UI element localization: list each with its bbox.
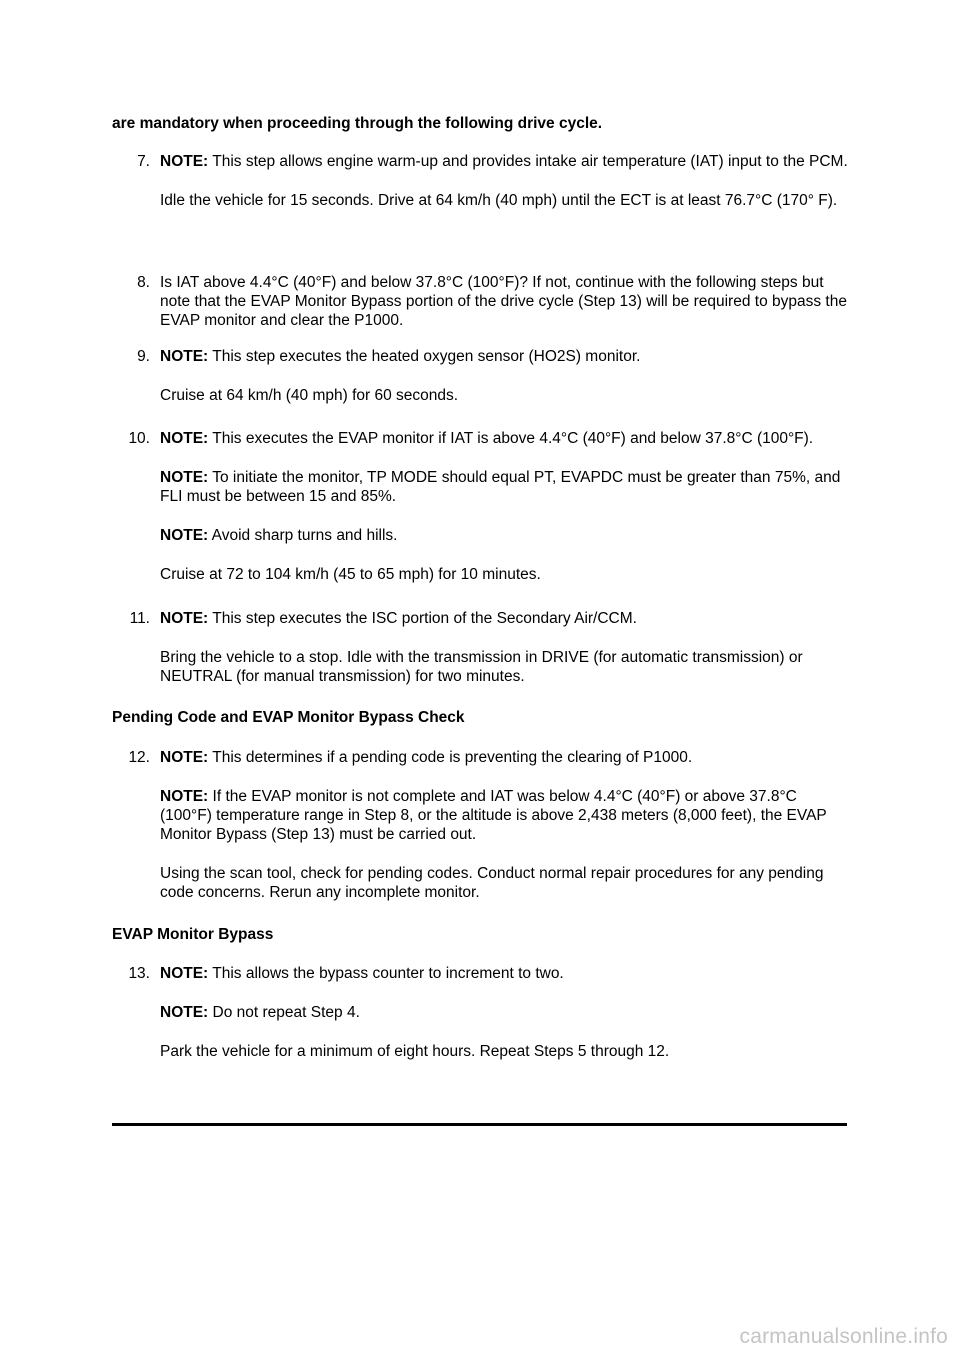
instruction-text: Idle the vehicle for 15 seconds. Drive at 64 km/h (40 mph) until the ECT is at least 76.7°C (170° F). — [160, 192, 838, 209]
step-instruction — [160, 386, 852, 405]
step-note — [160, 429, 852, 448]
watermark: carmanualsonline.info — [739, 1325, 948, 1348]
step-note — [160, 152, 852, 171]
step-note — [160, 347, 852, 366]
step-number: 10. — [128, 430, 150, 447]
step-number: 7. — [137, 153, 150, 170]
note-text: This allows the bypass counter to increment to two. — [208, 965, 564, 982]
step-13 — [112, 964, 852, 1061]
note-text: If the EVAP monitor is not complete and IAT was below 4.4°C (40°F) or above 37.8°C (100°F) temperature range in Step 8, or the altitude is above 2,438 meters (8,000 feet), the EVAP Monitor Bypass (Step 13) must be carried out. — [160, 788, 827, 843]
step-9 — [112, 347, 852, 405]
step-body — [160, 429, 852, 584]
instruction-text: Park the vehicle for a minimum of eight hours. Repeat Steps 5 through 12. — [160, 1043, 670, 1060]
step-body — [160, 347, 852, 405]
step-note — [160, 748, 852, 767]
note-label: NOTE: — [160, 469, 209, 486]
note-label: NOTE: — [160, 430, 209, 447]
step-note — [160, 787, 852, 844]
section-heading-pending-code: Pending Code and EVAP Monitor Bypass Check — [112, 709, 465, 726]
step-instruction — [160, 864, 852, 902]
note-text: To initiate the monitor, TP MODE should equal PT, EVAPDC must be greater than 75%, and FLI must be between 15 and 85%. — [160, 469, 841, 505]
step-8 — [112, 273, 852, 330]
note-label: NOTE: — [160, 965, 209, 982]
step-body — [160, 748, 852, 902]
note-text: This step executes the ISC portion of the Secondary Air/CCM. — [208, 610, 637, 627]
note-text: This step allows engine warm-up and provides intake air temperature (IAT) input to the PCM. — [208, 153, 848, 170]
note-text: This determines if a pending code is preventing the clearing of P1000. — [208, 749, 693, 766]
step-note — [160, 609, 852, 628]
instruction-text: Is IAT above 4.4°C (40°F) and below 37.8°C (100°F)? If not, continue with the following steps but note that the EVAP Monitor Bypass portion of the drive cycle (Step 13) will be required to bypass the EVAP monitor and clear the P1000. — [160, 274, 847, 329]
step-7 — [112, 152, 852, 210]
instruction-text: Bring the vehicle to a stop. Idle with the transmission in DRIVE (for automatic transmission) or NEUTRAL (for manual transmission) for two minutes. — [160, 649, 803, 685]
step-body — [160, 152, 852, 210]
note-text: Do not repeat Step 4. — [208, 1004, 360, 1021]
step-number: 13. — [128, 965, 150, 982]
step-number: 11. — [129, 610, 150, 627]
instruction-text: Cruise at 72 to 104 km/h (45 to 65 mph) for 10 minutes. — [160, 566, 541, 583]
step-instruction — [160, 1042, 852, 1061]
step-10 — [112, 429, 852, 584]
step-body — [160, 609, 852, 686]
page-divider — [112, 1123, 847, 1126]
step-number: 12. — [128, 749, 150, 766]
step-note — [160, 1003, 852, 1022]
step-number: 9. — [137, 348, 150, 365]
instruction-text: Using the scan tool, check for pending codes. Conduct normal repair procedures for any pending code concerns. Rerun any incomplete monitor. — [160, 865, 824, 901]
note-label: NOTE: — [160, 527, 209, 544]
step-note — [160, 468, 852, 506]
intro-text: are mandatory when proceeding through the following drive cycle. — [112, 115, 603, 132]
note-label: NOTE: — [160, 610, 209, 627]
step-11 — [112, 609, 852, 686]
note-label: NOTE: — [160, 788, 209, 805]
note-text: Avoid sharp turns and hills. — [208, 527, 398, 544]
step-body — [160, 964, 852, 1061]
step-instruction — [160, 273, 852, 330]
step-number: 8. — [137, 274, 150, 291]
note-label: NOTE: — [160, 348, 209, 365]
step-instruction — [160, 565, 852, 584]
step-instruction — [160, 191, 852, 210]
step-12 — [112, 748, 852, 902]
step-note — [160, 526, 852, 545]
note-text: This executes the EVAP monitor if IAT is above 4.4°C (40°F) and below 37.8°C (100°F). — [208, 430, 814, 447]
note-label: NOTE: — [160, 1004, 209, 1021]
note-label: NOTE: — [160, 153, 209, 170]
note-label: NOTE: — [160, 749, 209, 766]
step-body — [160, 273, 852, 330]
instruction-text: Cruise at 64 km/h (40 mph) for 60 seconds. — [160, 387, 459, 404]
section-heading-evap-bypass: EVAP Monitor Bypass — [112, 926, 274, 943]
note-text: This step executes the heated oxygen sensor (HO2S) monitor. — [208, 348, 641, 365]
step-note — [160, 964, 852, 983]
step-instruction — [160, 648, 852, 686]
